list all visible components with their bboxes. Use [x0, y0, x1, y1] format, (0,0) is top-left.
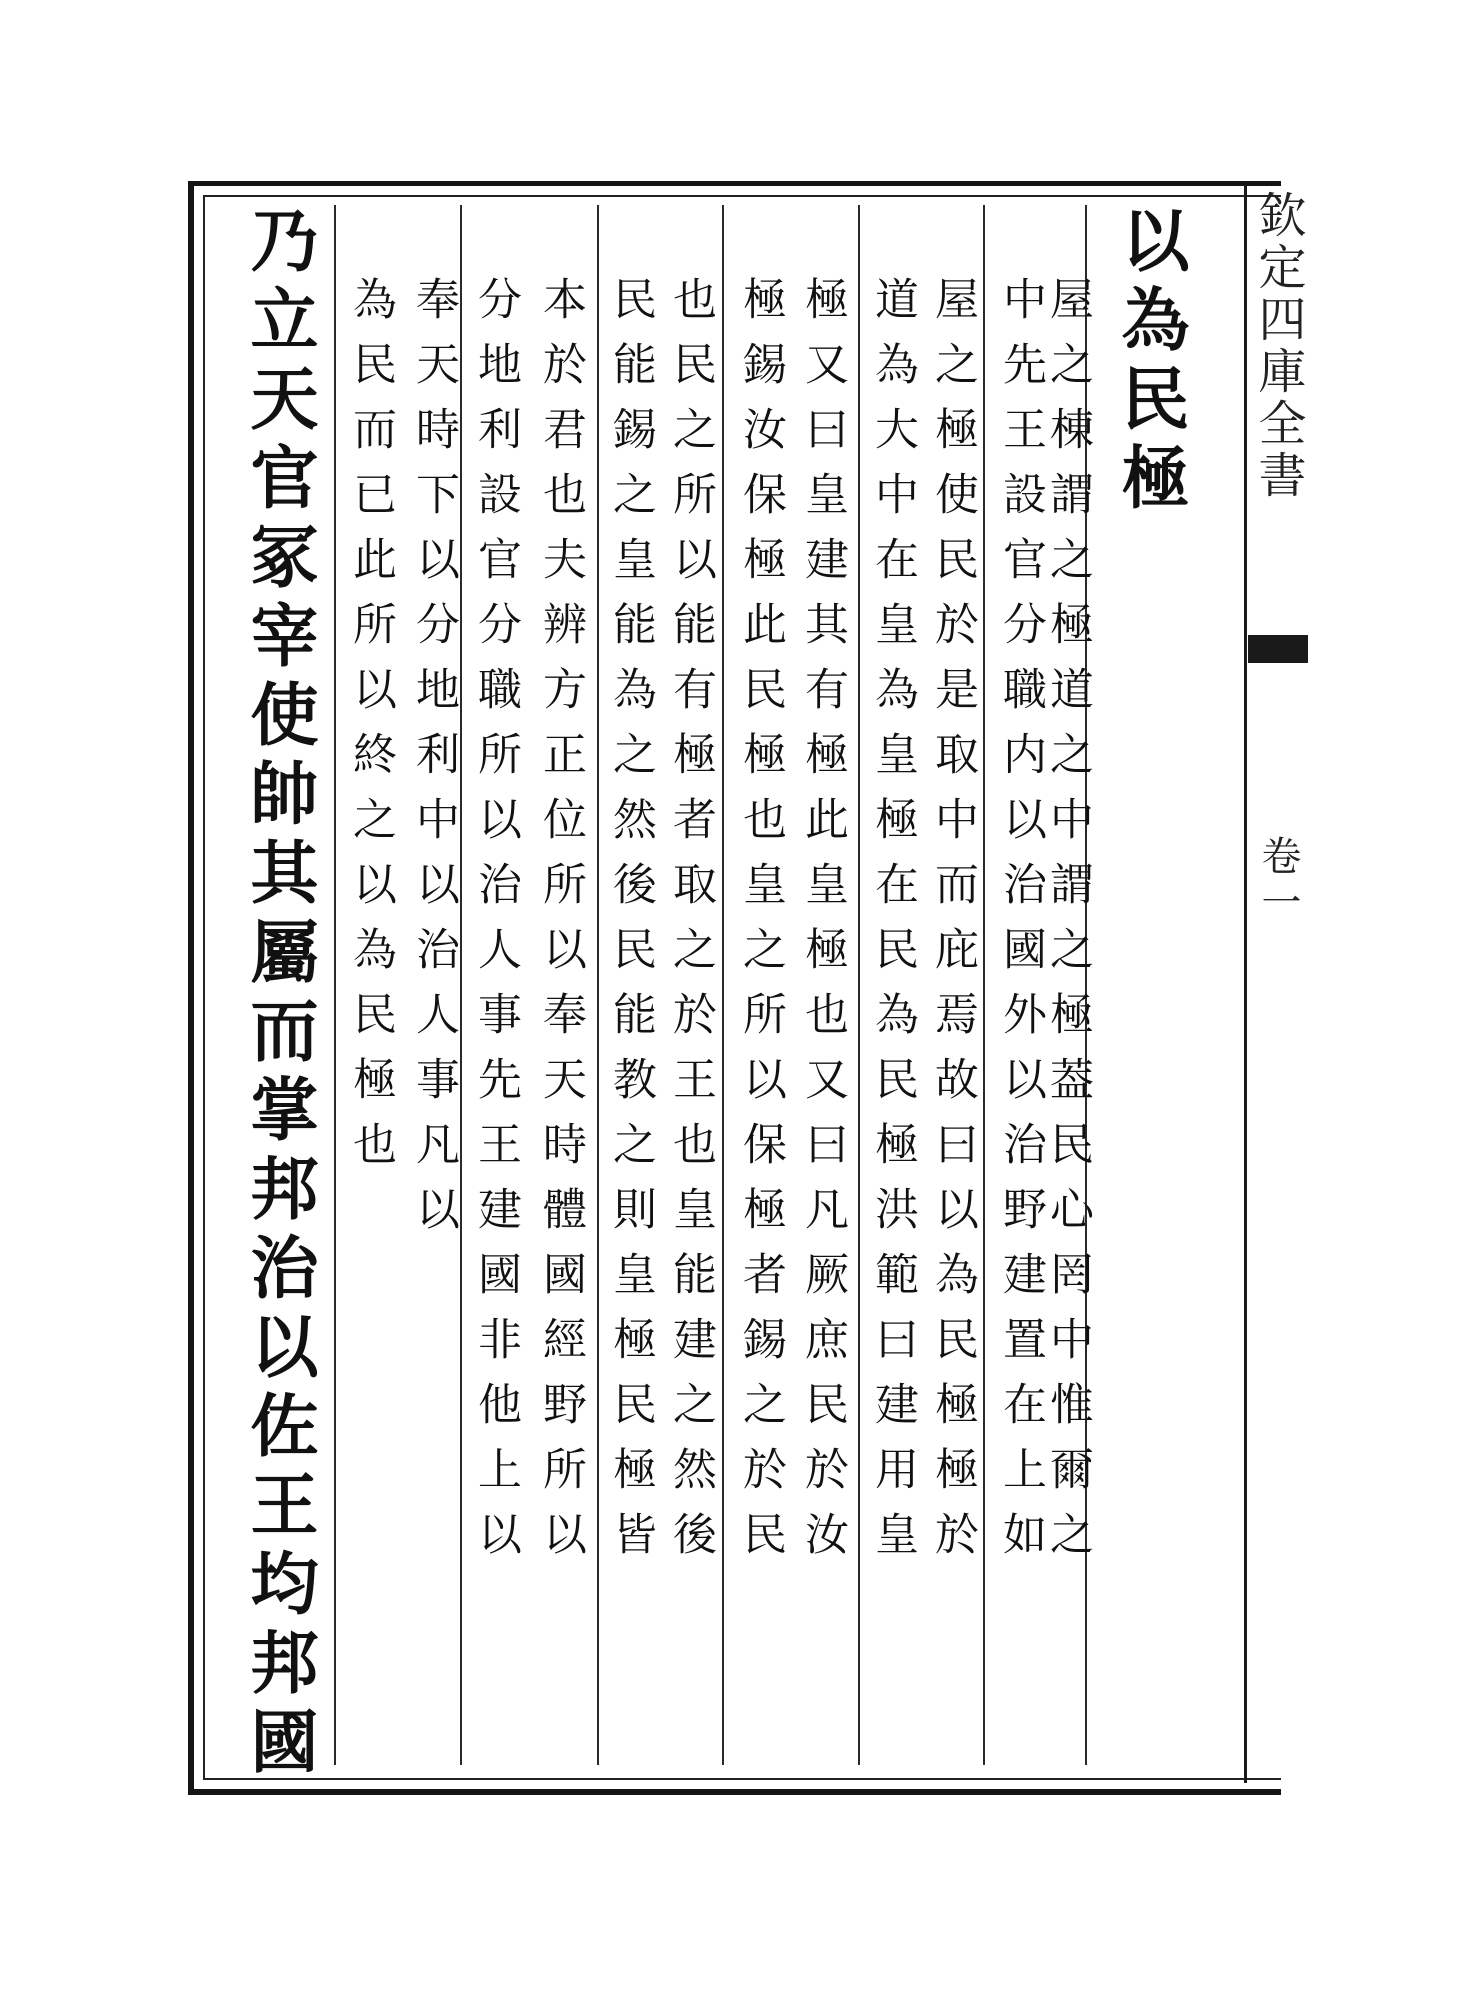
commentary-line: 道為大中在皇為皇極在民為民極洪範曰建用皇: [867, 276, 918, 1576]
main-text-line: 乃立天官冢宰使帥其屬而掌邦治以佐王均邦國: [239, 205, 319, 1785]
column-rule: [334, 205, 336, 1765]
column-rule: [983, 205, 985, 1765]
commentary-line: 屋之棟謂之極道之中謂之極葢民心罔中惟爾之: [1042, 276, 1093, 1576]
commentary-line: 為民而已此所以終之以為民極也: [345, 276, 396, 1186]
commentary-line: 中先王設官分職内以治國外以治野建置在上如: [995, 276, 1046, 1576]
section-heading: 以為民極: [1110, 205, 1190, 521]
commentary-line: 也民之所以能有極者取之於王也皇能建之然後: [665, 276, 716, 1576]
commentary-line: 民能錫之皇能為之然後民能教之則皇極民極皆: [605, 276, 656, 1576]
commentary-line: 屋之極使民於是取中而庇焉故曰以為民極極於: [927, 276, 978, 1576]
commentary-line: 分地利設官分職所以治人事先王建國非他上以: [470, 276, 521, 1576]
book-title: 欽定四庫全書: [1250, 190, 1306, 502]
volume-number: 卷一: [1255, 835, 1301, 927]
commentary-line: 本於君也夫辨方正位所以奉天時體國經野所以: [535, 276, 586, 1576]
commentary-line: 奉天時下以分地利中以治人事凡以: [408, 276, 459, 1251]
fishtail-mark-icon: [1248, 635, 1308, 663]
commentary-line: 極又曰皇建其有極此皇極也又曰凡厥庶民於汝: [797, 276, 848, 1576]
column-rule: [722, 205, 724, 1765]
commentary-line: 極錫汝保極此民極也皇之所以保極者錫之於民: [735, 276, 786, 1576]
column-rule: [858, 205, 860, 1765]
column-rule: [597, 205, 599, 1765]
